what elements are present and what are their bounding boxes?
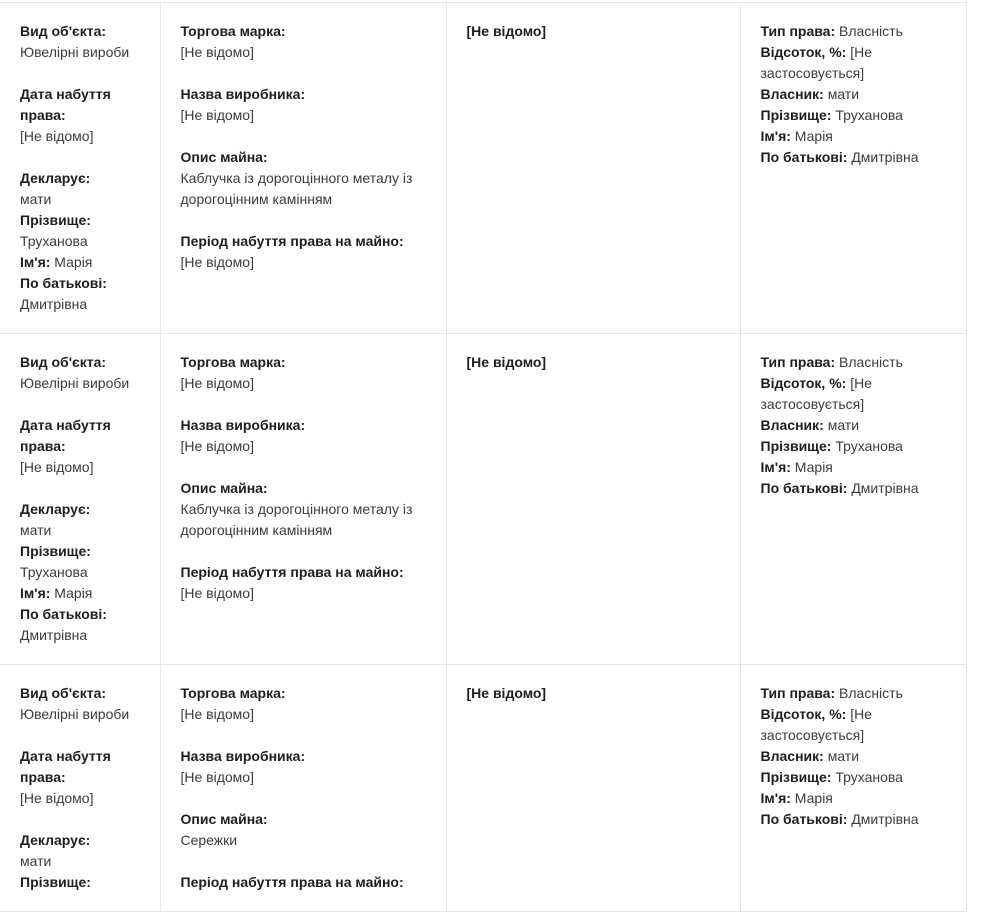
patronymic-value: Дмитрівна (851, 811, 919, 827)
name-value: Марія (54, 585, 93, 601)
right-type-label: Тип права: (760, 23, 836, 39)
description-value: Сережки (180, 832, 238, 848)
surname-label: Прізвище: (760, 107, 832, 123)
description-label: Опис майна: (180, 149, 268, 165)
property-details-cell (160, 3, 446, 334)
owner-label: Власник: (760, 748, 824, 764)
rights-cell (740, 665, 966, 912)
share-value: [Не застосовується] (760, 375, 872, 412)
owner-value: мати (827, 417, 860, 433)
share-value: [Не застосовується] (760, 706, 872, 743)
share-label: Відсоток, %: (760, 375, 847, 391)
object-type-value: Ювелірні вироби (20, 375, 130, 391)
name-label: Ім'я: (20, 254, 51, 270)
maker-label: Назва виробника: (180, 748, 306, 764)
acquire-date-value: [Не відомо] (20, 459, 94, 475)
surname-value: Труханова (20, 233, 88, 249)
period-label: Період набуття права на майно: (180, 233, 404, 249)
patronymic-value: Дмитрівна (20, 627, 88, 643)
patronymic-label: По батькові: (760, 811, 848, 827)
share-label: Відсоток, %: (760, 706, 847, 722)
table-row (0, 334, 966, 665)
acquire-date-value: [Не відомо] (20, 128, 94, 144)
acquire-date-label: Дата набуття права: (20, 86, 111, 123)
patronymic-value: Дмитрівна (851, 149, 919, 165)
surname-label: Прізвище: (760, 438, 832, 454)
description-label: Опис майна: (180, 811, 268, 827)
brand-value: [Не відомо] (180, 44, 254, 60)
brand-label: Торгова марка: (180, 23, 286, 39)
declarant-value: мати (20, 191, 52, 207)
brand-value: [Не відомо] (180, 375, 254, 391)
share-value: [Не застосовується] (760, 44, 872, 81)
right-type-label: Тип права: (760, 685, 836, 701)
owner-value: мати (827, 748, 860, 764)
declarant-label: Декларує: (20, 832, 91, 848)
maker-label: Назва виробника: (180, 417, 306, 433)
patronymic-label: По батькові: (760, 480, 848, 496)
patronymic-label: По батькові: (20, 275, 107, 291)
name-value: Марія (54, 254, 93, 270)
name-label: Ім'я: (760, 790, 791, 806)
surname-label: Прізвище: (760, 769, 832, 785)
brand-value: [Не відомо] (180, 706, 254, 722)
surname-value: Труханова (835, 438, 903, 454)
patronymic-value: Дмитрівна (851, 480, 919, 496)
value-text: [Не відомо] (466, 23, 547, 39)
patronymic-label: По батькові: (760, 149, 848, 165)
name-label: Ім'я: (760, 128, 791, 144)
brand-label: Торгова марка: (180, 685, 286, 701)
period-label: Період набуття права на майно: (180, 564, 404, 580)
patronymic-label: По батькові: (20, 606, 107, 622)
object-type-label: Вид об'єкта: (20, 23, 107, 39)
period-value: [Не відомо] (180, 254, 254, 270)
object-info-cell (0, 665, 160, 912)
name-value: Марія (794, 128, 833, 144)
rights-cell (740, 3, 966, 334)
name-value: Марія (794, 790, 833, 806)
maker-label: Назва виробника: (180, 86, 306, 102)
property-details-cell (160, 665, 446, 912)
declarant-label: Декларує: (20, 501, 91, 517)
surname-label: Прізвище: (20, 212, 91, 228)
declarant-value: мати (20, 522, 52, 538)
value-cell (446, 334, 740, 665)
acquire-date-label: Дата набуття права: (20, 748, 111, 785)
right-type-value: Власність (839, 354, 903, 370)
right-type-value: Власність (839, 23, 903, 39)
period-value: [Не відомо] (180, 585, 254, 601)
right-type-value: Власність (839, 685, 903, 701)
object-type-value: Ювелірні вироби (20, 44, 130, 60)
rights-cell (740, 334, 966, 665)
value-text: [Не відомо] (466, 685, 547, 701)
surname-value: Труханова (835, 107, 903, 123)
object-info-cell (0, 3, 160, 334)
object-type-label: Вид об'єкта: (20, 685, 107, 701)
value-cell (446, 3, 740, 334)
brand-label: Торгова марка: (180, 354, 286, 370)
surname-label: Прізвище: (20, 874, 91, 890)
share-label: Відсоток, %: (760, 44, 847, 60)
value-cell (446, 665, 740, 912)
property-details-cell (160, 334, 446, 665)
property-table (0, 2, 967, 912)
owner-label: Власник: (760, 86, 824, 102)
maker-value: [Не відомо] (180, 438, 254, 454)
surname-value: Труханова (20, 564, 88, 580)
owner-value: мати (827, 86, 860, 102)
right-type-label: Тип права: (760, 354, 836, 370)
object-type-label: Вид об'єкта: (20, 354, 107, 370)
owner-label: Власник: (760, 417, 824, 433)
object-info-cell (0, 334, 160, 665)
patronymic-value: Дмитрівна (20, 296, 88, 312)
name-label: Ім'я: (760, 459, 791, 475)
table-row (0, 3, 966, 334)
value-text: [Не відомо] (466, 354, 547, 370)
description-value: Каблучка із дорогоцінного металу із дорогоцінним камінням (180, 170, 413, 207)
surname-label: Прізвище: (20, 543, 91, 559)
description-label: Опис майна: (180, 480, 268, 496)
object-type-value: Ювелірні вироби (20, 706, 130, 722)
maker-value: [Не відомо] (180, 769, 254, 785)
name-value: Марія (794, 459, 833, 475)
name-label: Ім'я: (20, 585, 51, 601)
acquire-date-value: [Не відомо] (20, 790, 94, 806)
declarant-label: Декларує: (20, 170, 91, 186)
maker-value: [Не відомо] (180, 107, 254, 123)
acquire-date-label: Дата набуття права: (20, 417, 111, 454)
description-value: Каблучка із дорогоцінного металу із дорогоцінним камінням (180, 501, 413, 538)
declarant-value: мати (20, 853, 52, 869)
table-row (0, 665, 966, 912)
surname-value: Труханова (835, 769, 903, 785)
period-label: Період набуття права на майно: (180, 874, 404, 890)
